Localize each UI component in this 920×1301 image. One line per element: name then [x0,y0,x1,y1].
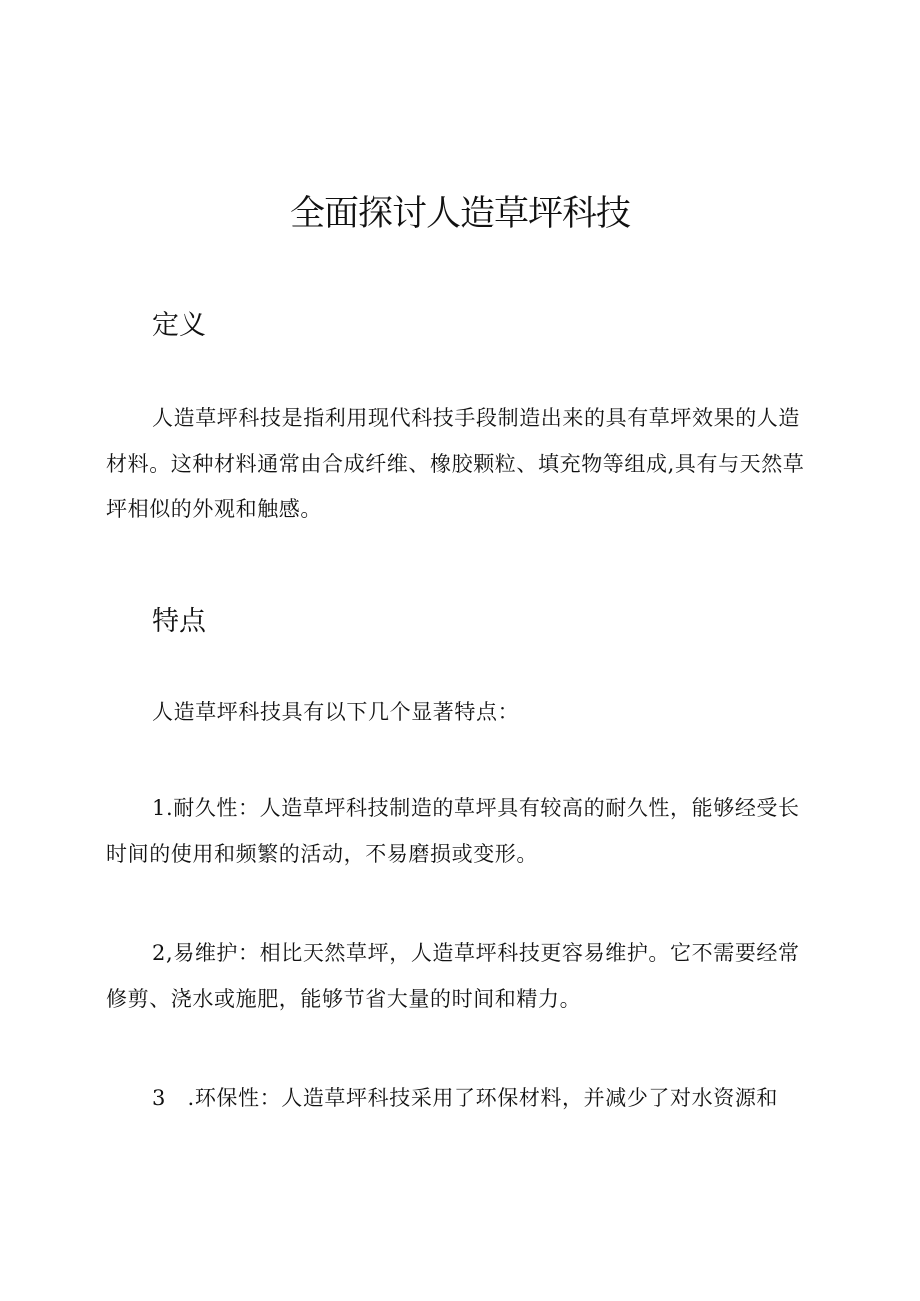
feature-durability-paragraph: 1.耐久性：人造草坪科技制造的草坪具有较高的耐久性，能够经受长时间的使用和频繁的活动，不易磨损或变形。 [106,796,800,866]
document-title: 全面探讨人造草坪科技 [289,194,630,234]
definition-paragraph: 人造草坪科技是指利用现代科技手段制造出来的具有草坪效果的人造材料。这种材料通常由合成纤维、橡胶颗粒、填充物等组成,具有与天然草坪相似的外观和触感。 [106,406,805,521]
section-heading-definition: 定义 [152,310,206,341]
feature-maintenance-paragraph: 2,易维护：相比天然草坪，人造草坪科技更容易维护。它不需要经常修剪、浇水或施肥，能够节省大量的时间和精力。 [106,941,800,1011]
section-heading-features: 特点 [152,606,206,637]
feature-environment-paragraph: 3 .环保性：人造草坪科技采用了环保材料，并减少了对水资源和 [152,1086,779,1110]
features-intro-paragraph: 人造草坪科技具有以下几个显著特点： [152,700,520,724]
